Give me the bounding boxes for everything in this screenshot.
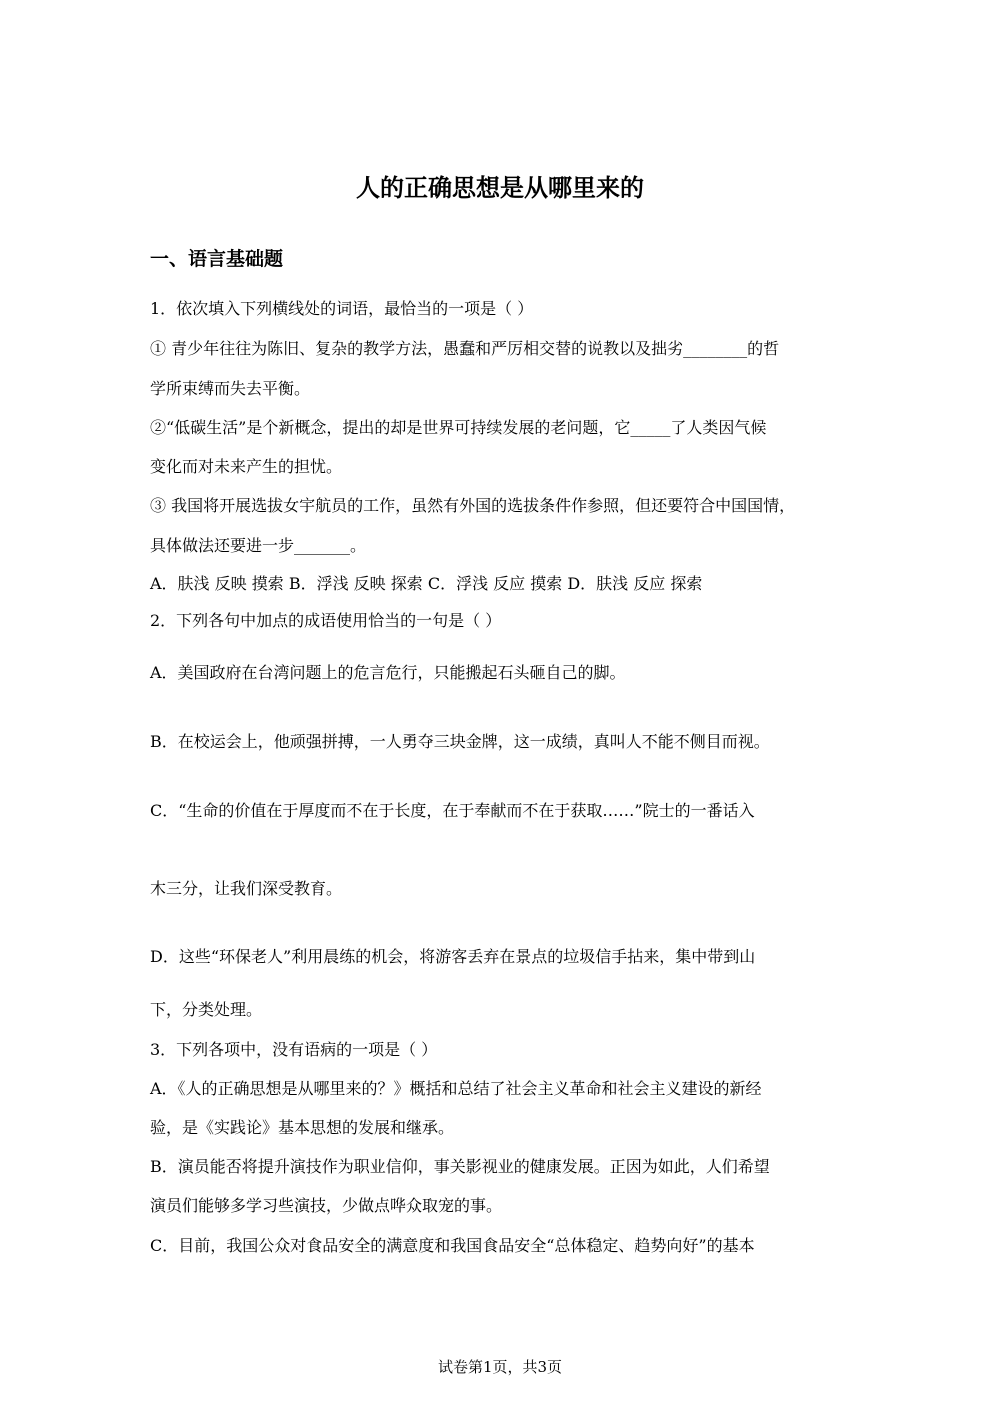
question-3-option-c-line-1: C．目前，我国公众对食品安全的满意度和我国食品安全“总体稳定、趋势向好”的基本	[150, 1236, 755, 1255]
question-2-stem: 2．下列各句中加点的成语使用恰当的一句是（ ）	[150, 611, 502, 630]
question-2-option-b: B．在校运会上，他顽强拼搏，一人勇夺三块金牌，这一成绩，真叫人不能不侧目而视。	[150, 732, 770, 751]
question-1-item-3-line-2: 具体做法还要进一步_______。	[150, 536, 367, 555]
question-1-item-2-line-1: ②“低碳生活”是个新概念，提出的却是世界可持续发展的老问题，它_____了人类因气候	[150, 418, 767, 437]
question-1-stem: 1．依次填入下列横线处的词语，最恰当的一项是（ ）	[150, 299, 534, 318]
question-2-option-d-line-1: D．这些“环保老人”利用晨练的机会，将游客丢弃在景点的垃圾信手拈来，集中带到山	[150, 947, 756, 966]
question-3-option-a-line-1: A．《人的正确思想是从哪里来的？》概括和总结了社会主义革命和社会主义建设的新经	[150, 1079, 762, 1098]
question-2-option-d-line-2: 下，分类处理。	[150, 1000, 263, 1019]
question-1-item-3-line-1: ③ 我国将开展选拔女宇航员的工作，虽然有外国的选拔条件作参照，但还要符合中国国情，	[150, 496, 796, 515]
question-3-stem: 3．下列各项中，没有语病的一项是（ ）	[150, 1040, 438, 1059]
question-1-item-1-line-2: 学所束缚而失去平衡。	[150, 379, 311, 398]
question-2-option-c-line-1: C．“生命的价值在于厚度而不在于长度，在于奉献而不在于获取……”院士的一番话入	[150, 801, 755, 820]
section-heading: 一、语言基础题	[150, 248, 284, 270]
question-3-option-a-line-2: 验，是《实践论》基本思想的发展和继承。	[150, 1118, 455, 1137]
page-title: 人的正确思想是从哪里来的	[356, 174, 644, 202]
question-2-option-c-line-2: 木三分，让我们深受教育。	[150, 879, 343, 898]
question-1-item-1-line-1: ① 青少年往往为陈旧、复杂的教学方法，愚蠢和严厉相交替的说教以及拙劣________的哲	[150, 339, 780, 358]
question-3-option-b-line-2: 演员们能够多学习些演技，少做点哗众取宠的事。	[150, 1196, 503, 1215]
page-footer: 试卷第1页，共3页	[437, 1358, 563, 1376]
question-1-options: A．肤浅 反映 摸索 B．浮浅 反映 探索 C．浮浅 反应 摸索 D．肤浅 反应 探索	[150, 574, 703, 593]
question-3-option-b-line-1: B．演员能否将提升演技作为职业信仰，事关影视业的健康发展。正因为如此，人们希望	[150, 1157, 770, 1176]
question-1-item-2-line-2: 变化而对未来产生的担忧。	[150, 457, 343, 476]
question-2-option-a: A．美国政府在台湾问题上的危言危行，只能搬起石头砸自己的脚。	[150, 663, 626, 682]
